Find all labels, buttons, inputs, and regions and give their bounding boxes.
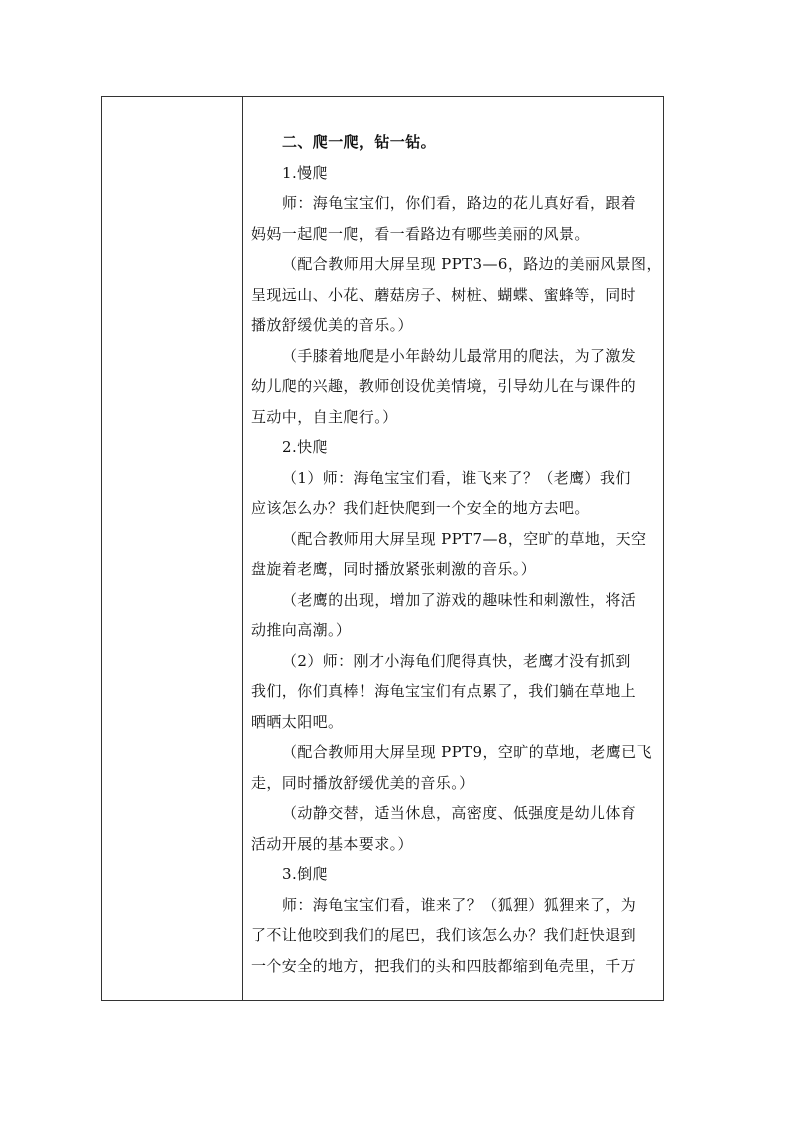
paragraph-line: 了不让他咬到我们的尾巴，我们该怎么办？我们赶快退到 bbox=[251, 926, 637, 944]
paragraph-line: （1）师：海龟宝宝们看，谁飞来了？（老鹰）我们 bbox=[282, 468, 631, 487]
left-column-cell bbox=[102, 97, 243, 1000]
paragraph-line: 我们，你们真棒！海龟宝宝们有点累了，我们躺在草地上 bbox=[251, 682, 637, 700]
paragraph-line: （配合教师用大屏呈现 PPT9，空旷的草地，老鹰已飞 bbox=[282, 743, 652, 761]
paragraph-line: 妈妈一起爬一爬，看一看路边有哪些美丽的风景。 bbox=[251, 224, 590, 243]
paragraph-line: 动推向高潮。） bbox=[251, 621, 352, 639]
paragraph-line: 呈现远山、小花、蘑菇房子、树桩、蝴蝶、蜜蜂等，同时 bbox=[251, 285, 637, 304]
paragraph-line: 活动开展的基本要求。） bbox=[251, 834, 413, 853]
subsection-heading: 2.快爬 bbox=[282, 438, 328, 456]
paragraph-line: 师：海龟宝宝们看，谁来了？（狐狸）狐狸来了，为 bbox=[282, 895, 637, 914]
section-heading: 二、爬一爬，钻一钻。 bbox=[282, 133, 437, 151]
paragraph-line: 一个安全的地方，把我们的头和四肢都缩到龟壳里，千万 bbox=[251, 956, 637, 975]
content-cell bbox=[243, 97, 663, 1000]
paragraph-line: 互动中，自主爬行。） bbox=[251, 407, 398, 426]
subsection-heading: 1.慢爬 bbox=[282, 163, 328, 182]
paragraph-line: 应该怎么办？我们赶快爬到一个安全的地方去吧。 bbox=[251, 499, 590, 517]
paragraph-line: 盘旋着老鹰，同时播放紧张刺激的音乐。） bbox=[251, 560, 537, 578]
paragraph-line: （老鹰的出现，增加了游戏的趣味性和刺激性，将活 bbox=[282, 590, 637, 609]
paragraph-line: （2）师：刚才小海龟们爬得真快，老鹰才没有抓到 bbox=[282, 651, 631, 670]
paragraph-line: （配合教师用大屏呈现 PPT3—6，路边的美丽风景图， bbox=[282, 255, 662, 273]
paragraph-line: （动静交替，适当休息，高密度、低强度是幼儿体育 bbox=[282, 804, 637, 822]
paragraph-line: 走，同时播放舒缓优美的音乐。） bbox=[251, 773, 475, 792]
paragraph-line: 幼儿爬的兴趣，教师创设优美情境，引导幼儿在与课件的 bbox=[251, 377, 637, 395]
lesson-plan-table bbox=[101, 96, 664, 1001]
paragraph-line: （配合教师用大屏呈现 PPT7—8，空旷的草地，天空 bbox=[282, 529, 647, 548]
paragraph-line: 播放舒缓优美的音乐。） bbox=[251, 316, 413, 334]
subsection-heading: 3.倒爬 bbox=[282, 865, 328, 883]
paragraph-line: 晒晒太阳吧。 bbox=[251, 712, 344, 731]
paragraph-line: 师：海龟宝宝们，你们看，路边的花儿真好看，跟着 bbox=[282, 194, 637, 212]
paragraph-line: （手膝着地爬是小年龄幼儿最常用的爬法，为了激发 bbox=[282, 346, 637, 365]
